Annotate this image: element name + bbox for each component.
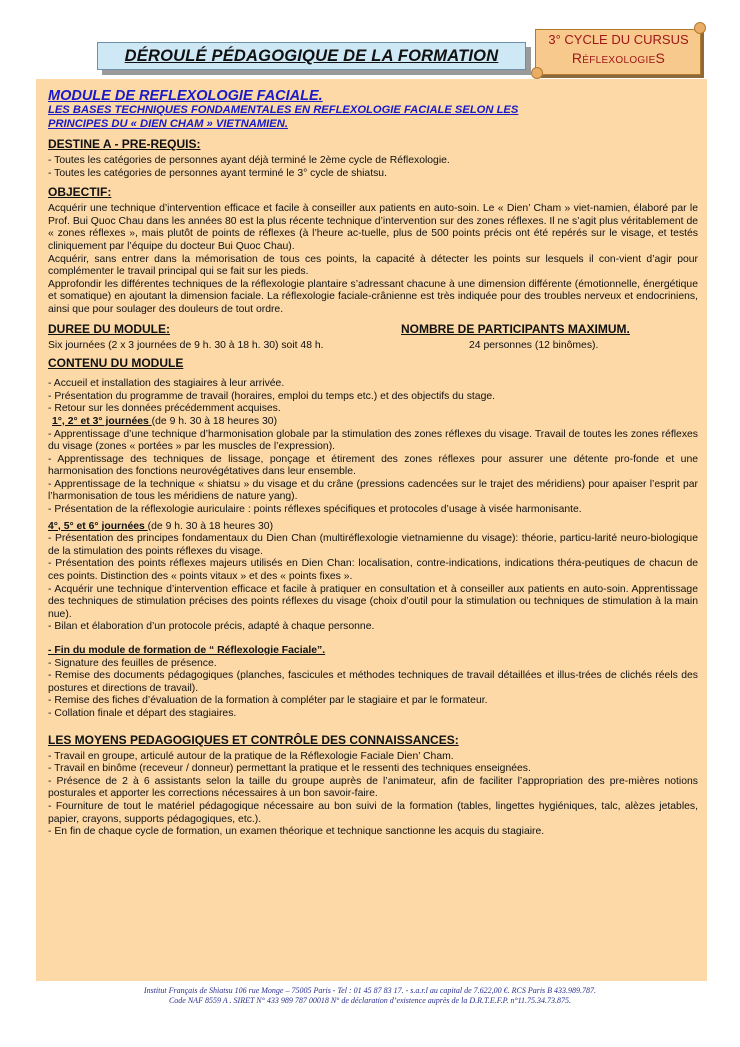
moyens-heading: LES MOYENS PEDAGOGIQUES ET CONTRÔLE DES CONNAISSANCES: [48,732,459,747]
participants-heading: NOMBRE DE PARTICIPANTS MAXIMUM. [401,321,630,336]
block1-time: (de 9 h. 30 à 18 heures 30) [151,415,278,427]
duree-text: Six journées (2 x 3 journées de 9 h. 30 à 18 h. 30) soit 48 h. [48,339,324,351]
moyens-line: - Présence de 2 à 6 assistants selon la taille du groupe auprès de l’animateur, afin de faciliter l’appropriation des pre-mières notions posturales et apporter les corrections nécessaires à un bon savoir-faire. [48,775,698,800]
objectif-paragraph: Acquérir une technique d’intervention efficace et facile à conseiller aux patients en auto-soin. Le « Dien’ Cham » viet-namien, élaboré par le Prof. Bui Quoc Chau dans les années 80 est la plus récente technique d’intervention sur des zones réflexes. Il ne s’agit plus véritablement de « zones réflexes », mais plutôt de points de réflexes (à l’heure ac-tuelle, plus de 500 points précis ont été repérés sur le visage, et testés cliniquement par l’équipe du docteur Bui Quoc Chau). [48,203,698,252]
block2-label: 4°, 5° et 6° journées [48,520,148,532]
contenu-intro-line: - Accueil et installation des stagiaires à leur arrivée. [48,378,285,390]
destine-line: - Toutes les catégories de personnes ayant déjà terminé le 2ème cycle de Réflexologie. [48,155,450,166]
moyens-line: - En fin de chaque cycle de formation, un examen théorique et technique sanctionne les acquis du stagiaire. [48,826,545,838]
fin-line: - Signature des feuilles de présence. [48,657,217,669]
block2-line: - Présentation des principes fondamentaux du Dien Chan (multiréflexologie vietnamienne du visage): théorie, particu-larité neuro-biologique de la stimulation des points réflexes du visage. [48,533,698,557]
duree-participants-headings [48,322,698,340]
objectif-paragraph: Acquérir, sans entrer dans la mémorisation de tous ces points, la capacité à détecter les points sur lesquels il con-vient d’agir pour complémenter le travail principal qui se fait sur les pieds. [48,253,698,278]
destine-heading: DESTINE A - PRE-REQUIS: [48,137,201,151]
objectif-heading: OBJECTIF: [48,185,112,200]
block2-line: - Présentation des points réflexes majeurs utilisés en Dien Chan: localisation, contre-indications, indications théra-peutiques de chacun de ces points. Distinction des « points vitaux » et des « points fixes ». [48,558,698,583]
objectif-paragraph: Approfondir les différentes techniques de la réflexologie plantaire s’adressant chacune à une dimension différente (émotionnelle, énergétique et somatique) en ajoutant la dimension faciale. La réflexologie faciale-crânienne est très indiquée pour des troubles nerveux et endocriniens, ainsi que pour soulager des douleurs de tout ordre. [48,278,698,315]
moyens-line: - Fourniture de tout le matériel pédagogique nécessaire au bon suivi de la formation (tables, lingettes hygiéniques, talc, alèzes jetables, papier, crayons, supports pédagogiques, etc.). [48,800,698,825]
destine-line: - Toutes les catégories de personnes ayant terminé le 3° cycle de shiatsu. [48,167,387,179]
block1-label: 1°, 2° et 3° journées [52,415,152,427]
cycle-badge-line2: RéflexologieS [571,50,666,66]
moyens-line: - Travail en groupe, articulé autour de la pratique de la Réflexologie Faciale Dien’ Cham. [48,750,454,762]
footer-line-2: Code NAF 8559 A . SIRET N° 433 989 787 00018 N° de déclaration d’existence auprès de la D.R.T.E.F.P. n°11.75.34.73.875. [168,996,572,1005]
block2-line: - Bilan et élaboration d’un protocole précis, adapté à chaque personne. [48,621,375,633]
scroll-curl-icon [531,67,543,79]
block2-line: - Acquérir une technique d’intervention efficace et facile à pratiquer en consultation et à conseiller aux patients en auto-soin. Apprentissage des techniques de stimulation précises des points réflexes du visage (choix d’outil pour la stimulation ou techniques de stimulation à la main nue). [48,583,698,620]
fin-line: - Remise des fiches d’évaluation de la formation à compléter par le stagiaire et par le formateur. [48,695,488,707]
duree-heading: DUREE DU MODULE: [48,321,170,336]
cycle-badge-line1: 3° CYCLE DU CURSUS [548,32,689,47]
block1-line: - Apprentissage d’une technique d’harmonisation globale par la stimulation des zones réflexes du visage. Travail de toutes les zones réflexes du visage (zones « portées » par les muscles de l’expression). [48,428,698,453]
block1-line: - Apprentissage de la technique « shiatsu » du visage et du crâne (pressions cadencées sur le trajet des méridiens) pour apaiser l’esprit par l’harmonisation de tous les méridiens de nature yang). [48,478,698,503]
block1-line: - Présentation de la réflexologie auriculaire : points réflexes spécifiques et protocoles d’usage à visée harmonisante. [48,504,582,516]
fin-module-heading: - Fin du module de formation de “ Réflexologie Faciale”. [48,645,326,656]
page-title-box [97,42,526,70]
document-body [48,89,698,839]
module-title: MODULE DE REFLEXOLOGIE FACIALE. [48,88,323,104]
contenu-heading: CONTENU DU MODULE [48,356,184,371]
cycle-badge [531,26,706,76]
block2-time: (de 9 h. 30 à 18 heures 30) [147,520,274,532]
duree-participants-values [48,340,698,353]
contenu-intro-line: - Retour sur les données précédemment acquises. [48,403,281,415]
contenu-intro-line: - Présentation du programme de travail (horaires, emploi du temps etc.) et des objectifs du stage. [48,390,496,402]
block1-header [48,416,698,429]
fin-line: - Remise des documents pédagogiques (planches, fascicules et méthodes techniques de travail détaillées et illus-trées de clichés réels des postures et directions de travail). [48,670,698,694]
footer-line-1: Institut Français de Shiatsu 106 rue Monge – 75005 Paris - Tel : 01 45 87 83 17. - s.a.r.l au capital de 7.622,00 €. RCS Paris B 433.989.787. [143,986,597,995]
block2-header [48,521,698,534]
block1-line: - Apprentissage des techniques de lissage, ponçage et étirement des zones réflexes pour assurer une détente pro-fonde et une harmonisation des fonctions neurovégétatives dans leur ensemble. [48,453,698,478]
fin-line: - Collation finale et départ des stagiaires. [48,707,237,719]
participants-text: 24 personnes (12 binômes). [469,339,599,351]
page-title: DÉROULÉ PÉDAGOGIQUE DE LA FORMATION [124,46,499,65]
module-subtitle-2: PRINCIPES DU « DIEN CHAM » VIETNAMIEN. [48,117,288,130]
moyens-line: - Travail en binôme (receveur / donneur) permettant la pratique et le ressenti des techniques enseignées. [48,763,531,775]
module-subtitle-1: LES BASES TECHNIQUES FONDAMENTALES EN REFLEXOLOGIE FACIALE SELON LES [48,104,519,116]
